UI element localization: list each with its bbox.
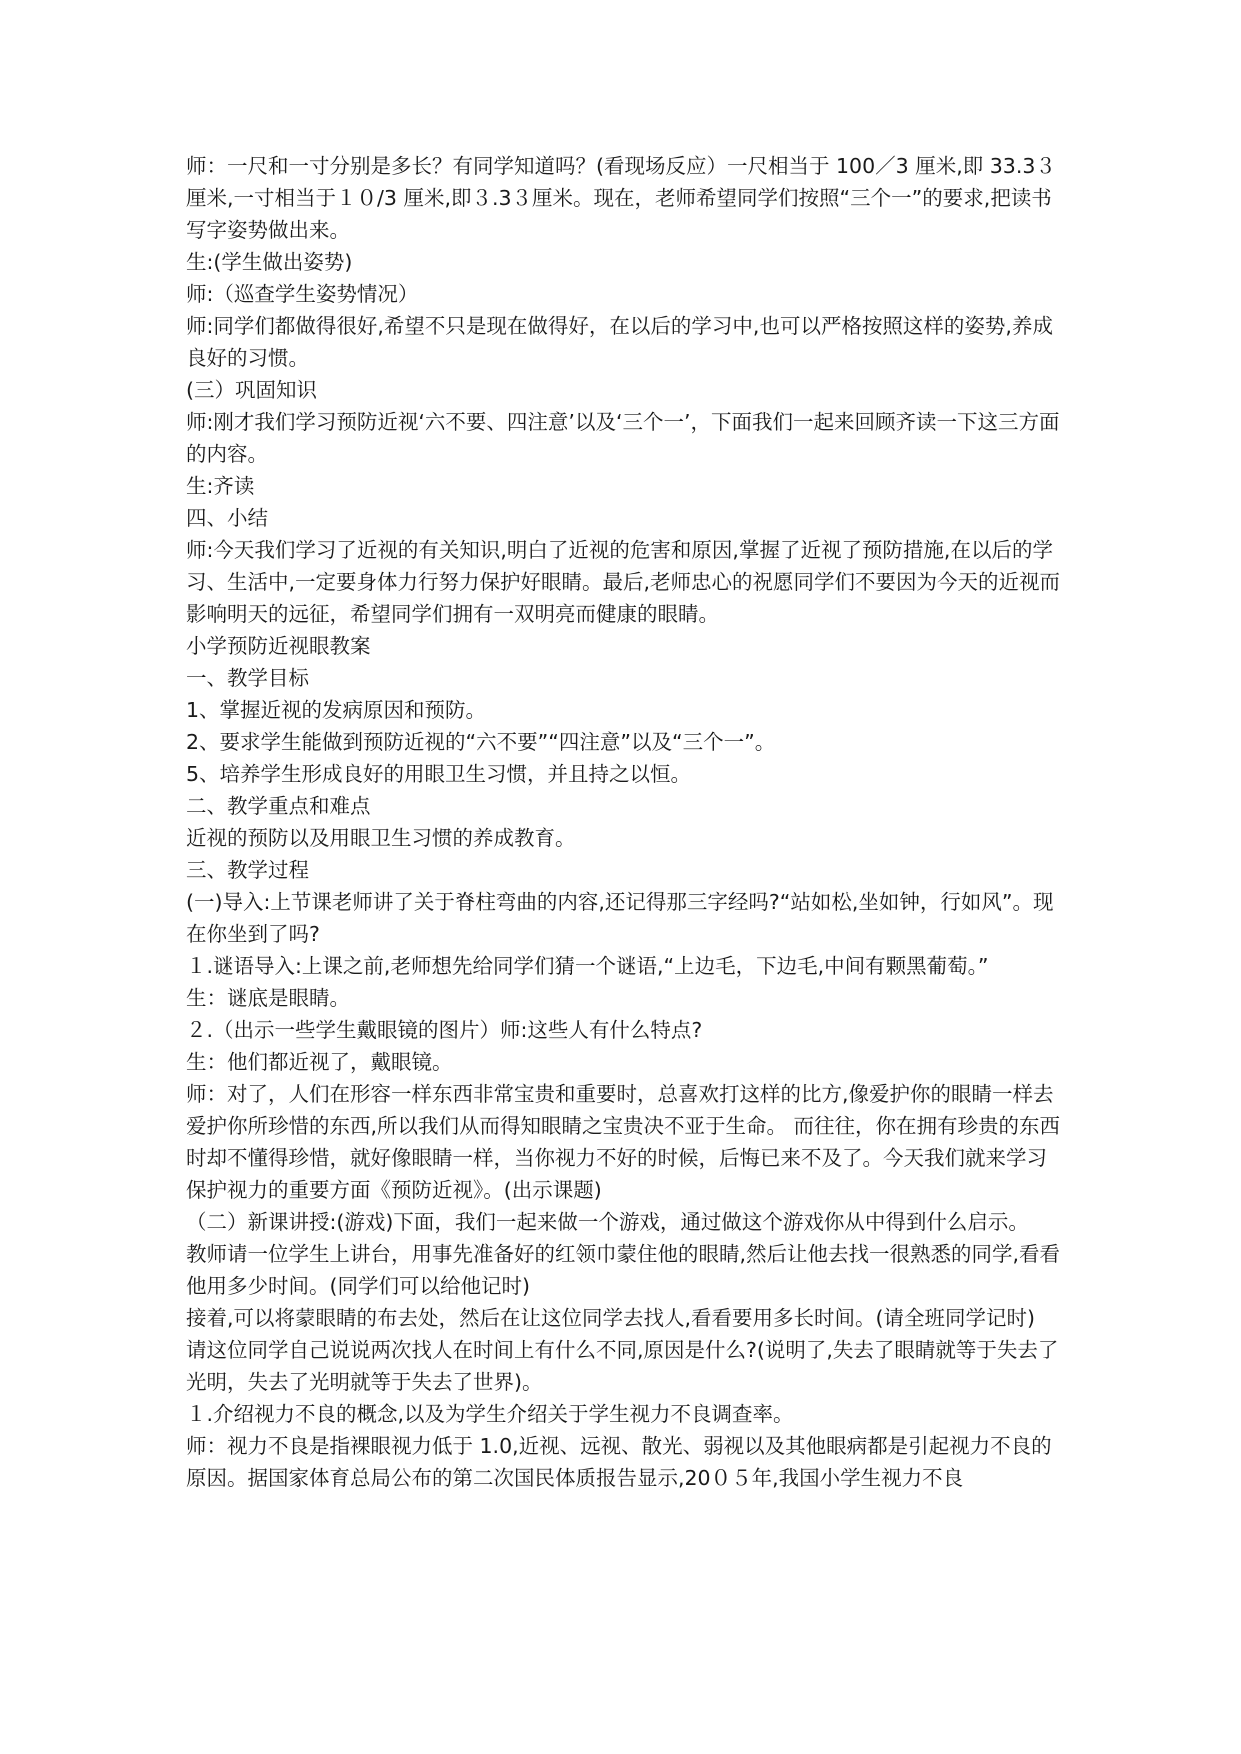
paragraph: 师：一尺和一寸分别是多长？有同学知道吗？(看现场反应）一尺相当于 100／3 厘米,即 33.3３厘米,一寸相当于１０/3 厘米,即３.3３厘米。现在，老师希望同学们按照“三个一”的要求,把读书写字姿势做出来。 xyxy=(186,154,1056,242)
section-heading: 四、小结 xyxy=(186,506,268,530)
paragraph: 接着,可以将蒙眼睛的布去处，然后在让这位同学去找人,看看要用多长时间。(请全班同学记时) xyxy=(186,1306,1036,1330)
paragraph: （二）新课讲授:(游戏)下面，我们一起来做一个游戏，通过做这个游戏你从中得到什么启示。 xyxy=(186,1210,1029,1234)
paragraph: 教师请一位学生上讲台，用事先准备好的红领巾蒙住他的眼睛,然后让他去找一很熟悉的同学,看看他用多少时间。(同学们可以给他记时) xyxy=(186,1242,1061,1298)
paragraph: 师:刚才我们学习预防近视‘六不要、四注意’以及‘三个一’，下面我们一起来回顾齐读一下这三方面的内容。 xyxy=(186,410,1060,466)
paragraph: ２.（出示一些学生戴眼镜的图片）师:这些人有什么特点? xyxy=(186,1018,703,1042)
section-heading: 三、教学过程 xyxy=(186,858,309,882)
paragraph: １.介绍视力不良的概念,以及为学生介绍关于学生视力不良调查率。 xyxy=(186,1402,794,1426)
paragraph: 生：谜底是眼睛。 xyxy=(186,986,350,1010)
paragraph: 生:(学生做出姿势) xyxy=(186,250,353,274)
paragraph: 师：对了，人们在形容一样东西非常宝贵和重要时，总喜欢打这样的比方,像爱护你的眼睛一样去爱护你所珍惜的东西,所以我们从而得知眼睛之宝贵决不亚于生命。 而往往，你在拥有珍贵的东西时却不懂得珍惜，就好像眼睛一样，当你视力不好的时候，后悔已来不及了。今天我们就来学习保护视力的重要方面《预防近视》。(出示课题) xyxy=(186,1082,1061,1202)
paragraph: 师:今天我们学习了近视的有关知识,明白了近视的危害和原因,掌握了近视了预防措施,在以后的学习、生活中,一定要身体力行努力保护好眼睛。最后,老师忠心的祝愿同学们不要因为今天的近视而影响明天的远征，希望同学们拥有一双明亮而健康的眼睛。 xyxy=(186,538,1061,626)
paragraph: 师：视力不良是指裸眼视力低于 1.0,近视、远视、散光、弱视以及其他眼病都是引起视力不良的原因。据国家体育总局公布的第二次国民体质报告显示,20０５年,我国小学生视力不良 xyxy=(186,1434,1052,1490)
list-item: 5、培养学生形成良好的用眼卫生习惯，并且持之以恒。 xyxy=(186,762,692,786)
paragraph: １.谜语导入:上课之前,老师想先给同学们猜一个谜语,“上边毛，下边毛,中间有颗黑葡萄。” xyxy=(186,954,989,978)
paragraph: 生:齐读 xyxy=(186,474,255,498)
paragraph: 请这位同学自己说说两次找人在时间上有什么不同,原因是什么?(说明了,失去了眼睛就等于失去了光明，失去了光明就等于失去了世界)。 xyxy=(186,1338,1059,1394)
paragraph: 师:同学们都做得很好,希望不只是现在做得好，在以后的学习中,也可以严格按照这样的姿势,养成良好的习惯。 xyxy=(186,314,1053,370)
paragraph: 生：他们都近视了，戴眼镜。 xyxy=(186,1050,453,1074)
list-item: 1、掌握近视的发病原因和预防。 xyxy=(186,698,487,722)
section-heading: 一、教学目标 xyxy=(186,666,309,690)
document-body xyxy=(186,150,1066,1494)
paragraph: (一)导入:上节课老师讲了关于脊柱弯曲的内容,还记得那三字经吗?“站如松,坐如钟，行如风”。现在你坐到了吗? xyxy=(186,890,1054,946)
paragraph: 近视的预防以及用眼卫生习惯的养成教育。 xyxy=(186,826,576,850)
paragraph: 师:（巡查学生姿势情况） xyxy=(186,282,419,306)
document-title: 小学预防近视眼教案 xyxy=(186,634,371,658)
section-heading: (三）巩固知识 xyxy=(186,378,317,402)
list-item: 2、要求学生能做到预防近视的“六不要”“四注意”以及“三个一”。 xyxy=(186,730,776,754)
section-heading: 二、教学重点和难点 xyxy=(186,794,371,818)
